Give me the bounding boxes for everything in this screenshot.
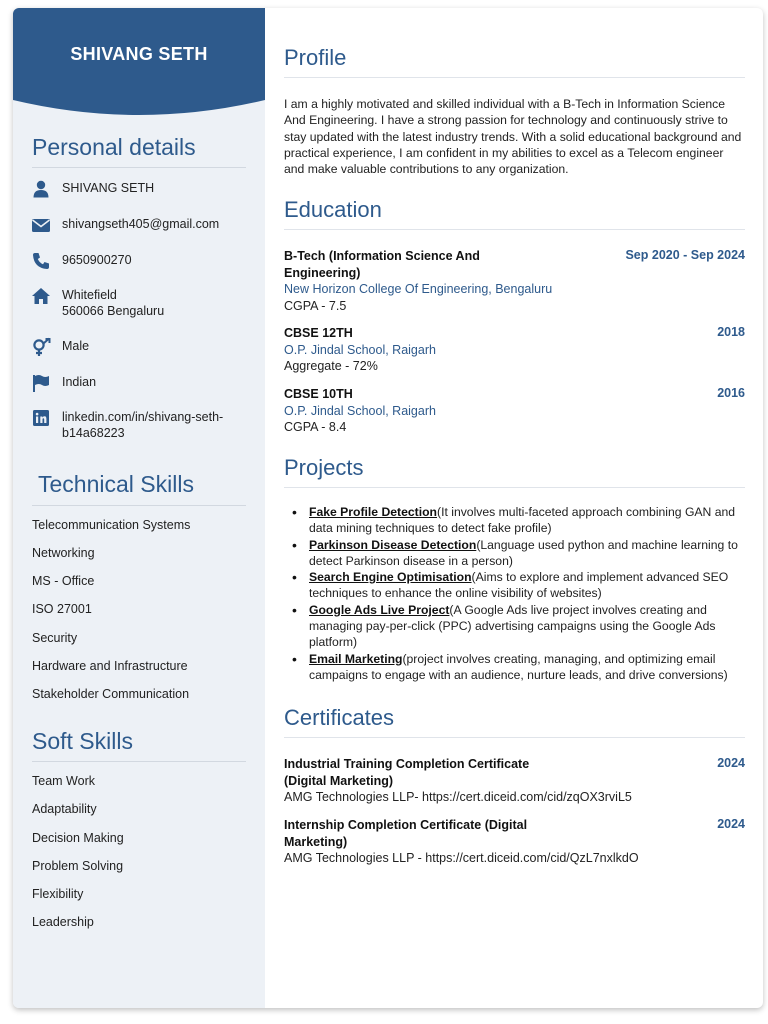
personal-item-line: Male bbox=[62, 339, 90, 353]
entry-title: B-Tech (Information Science And Engineering) bbox=[284, 249, 480, 280]
project-description: (Language used python and machine learning to detect Parkinson disease in a person) bbox=[309, 537, 738, 568]
personal-item-line: 9650900270 bbox=[62, 253, 132, 267]
project-name-link[interactable]: Parkinson Disease Detection bbox=[309, 537, 477, 552]
soft-skill-item: Problem Solving bbox=[32, 859, 124, 873]
certificate-entry bbox=[284, 817, 745, 867]
entry-institution: New Horizon College Of Engineering, Bengaluru bbox=[284, 282, 553, 296]
certificate-issuer: AMG Technologies LLP- https://cert.diceid.com/cid/zqOX3rviL5 bbox=[284, 790, 632, 804]
personal-item-line: 560066 Bengaluru bbox=[62, 304, 165, 318]
personal-item-line: SHIVANG SETH bbox=[62, 181, 155, 195]
certificate-title: Industrial Training Completion Certificate (Digital Marketing) bbox=[284, 757, 530, 788]
soft-skill-item: Leadership bbox=[32, 915, 94, 929]
project-item: • Parkinson Disease Detection(Language used python and machine learning to detect Parkinson disease in a person) bbox=[292, 536, 738, 568]
flag-icon bbox=[31, 373, 51, 393]
project-name-link[interactable]: Search Engine Optimisation bbox=[309, 570, 472, 585]
candidate-name: SHIVANG SETH bbox=[70, 44, 208, 64]
technical-skill-item: Stakeholder Communication bbox=[32, 687, 190, 701]
soft-skill-item: Flexibility bbox=[32, 887, 84, 901]
certificate-date: 2024 bbox=[717, 817, 745, 831]
entry-institution: O.P. Jindal School, Raigarh bbox=[284, 342, 436, 357]
technical-skill-item: Hardware and Infrastructure bbox=[32, 659, 188, 673]
certificate-entry bbox=[284, 756, 745, 806]
phone-icon bbox=[31, 251, 51, 271]
personal-details-heading: Personal details bbox=[32, 134, 196, 160]
personal-item-line: Whitefield bbox=[62, 288, 117, 302]
entry-grade: Aggregate - 72% bbox=[284, 359, 378, 373]
technical-skill-item: Networking bbox=[32, 546, 95, 560]
education-heading: Education bbox=[284, 197, 382, 222]
soft-skill-item: Team Work bbox=[32, 774, 95, 788]
project-description: (A Google Ads live project involves creating and managing pay-per-click (PPC) advertising campaigns using the Google Ads platform) bbox=[309, 602, 716, 650]
divider bbox=[284, 487, 745, 488]
project-name-link[interactable]: Email Marketing bbox=[309, 651, 403, 666]
project-item: • Google Ads Live Project(A Google Ads live project involves creating and managing pay-per-click (PPC) advertising campaigns using the Google Ads platform) bbox=[292, 601, 716, 650]
profile-heading: Profile bbox=[284, 45, 347, 70]
certificate-title: Internship Completion Certificate (Digital Marketing) bbox=[284, 818, 528, 849]
personal-item-line: shivangseth405@gmail.com bbox=[62, 217, 220, 231]
divider bbox=[284, 737, 745, 738]
personal-item-line: Indian bbox=[62, 375, 97, 389]
personal-item-line: b14a68223 bbox=[62, 426, 125, 440]
project-item: • Email Marketing(project involves creating, managing, and optimizing email campaigns to engage with an audience, nurture leads, and drive conversions) bbox=[292, 650, 728, 682]
linkedin-icon bbox=[31, 408, 51, 428]
name-banner bbox=[13, 8, 265, 116]
entry-title: CBSE 10TH bbox=[284, 387, 353, 401]
certificates-heading: Certificates bbox=[284, 705, 395, 730]
project-item: • Fake Profile Detection(It involves multi-faceted approach combining GAN and data mining techniques to detect fake profile) bbox=[292, 504, 736, 536]
entry-date: Sep 2020 - Sep 2024 bbox=[625, 248, 745, 262]
entry-date: 2018 bbox=[717, 325, 745, 339]
projects-list bbox=[284, 504, 746, 683]
project-item: • Search Engine Optimisation(Aims to explore and implement advanced SEO techniques to enhance the online visibility of websites) bbox=[292, 569, 729, 601]
project-description: (project involves creating, managing, and optimizing email campaigns to engage with an audience, nurture leads, and drive conversions) bbox=[309, 651, 728, 682]
soft-skill-item: Adaptability bbox=[32, 802, 97, 816]
soft-skill-item: Decision Making bbox=[32, 831, 124, 845]
divider bbox=[284, 77, 745, 78]
personal-item-line: linkedin.com/in/shivang-seth- bbox=[62, 410, 224, 424]
divider bbox=[32, 167, 246, 168]
person-icon bbox=[31, 179, 51, 199]
sidebar bbox=[13, 8, 265, 1008]
soft-skills-heading: Soft Skills bbox=[32, 728, 133, 754]
technical-skill-item: Security bbox=[32, 631, 78, 645]
certificate-issuer: AMG Technologies LLP - https://cert.diceid.com/cid/QzL7nxlkdO bbox=[284, 851, 639, 865]
envelope-icon bbox=[31, 215, 51, 235]
project-description: (Aims to explore and implement advanced SEO techniques to enhance the online visibility of websites) bbox=[309, 570, 729, 601]
technical-skills-heading: Technical Skills bbox=[38, 471, 194, 497]
resume-page bbox=[13, 8, 763, 1008]
education-entry bbox=[284, 248, 745, 314]
entry-date: 2016 bbox=[717, 386, 745, 400]
divider bbox=[32, 505, 246, 506]
entry-grade: CGPA - 7.5 bbox=[284, 298, 347, 313]
divider bbox=[284, 229, 745, 230]
entry-grade: CGPA - 8.4 bbox=[284, 420, 347, 434]
projects-heading: Projects bbox=[284, 455, 364, 480]
project-name-link[interactable]: Google Ads Live Project bbox=[309, 602, 450, 617]
profile-text: I am a highly motivated and skilled individual with a B-Tech in Information Science And Engineering. I have a strong passion for technology and continuously strive to stay updated with the latest industry trends. With a solid educational background and practical experience, I am confident in my abilities to excel as a Telecom engineer and make valuable contributions to any organization. bbox=[284, 97, 742, 177]
technical-skill-item: MS - Office bbox=[32, 574, 95, 588]
project-description: (It involves multi-faceted approach combining GAN and data mining techniques to detect fake profile) bbox=[309, 505, 736, 536]
certificate-date: 2024 bbox=[717, 756, 745, 770]
education-entry bbox=[284, 325, 745, 375]
gender-icon bbox=[31, 337, 51, 357]
entry-title: CBSE 12TH bbox=[284, 326, 353, 340]
main-content bbox=[265, 8, 763, 1008]
divider bbox=[32, 761, 246, 762]
technical-skill-item: ISO 27001 bbox=[32, 602, 92, 616]
project-name-link[interactable]: Fake Profile Detection bbox=[309, 505, 438, 519]
home-icon bbox=[31, 286, 51, 306]
entry-institution: O.P. Jindal School, Raigarh bbox=[284, 403, 436, 418]
education-entry bbox=[284, 386, 745, 436]
technical-skill-item: Telecommunication Systems bbox=[32, 518, 191, 532]
